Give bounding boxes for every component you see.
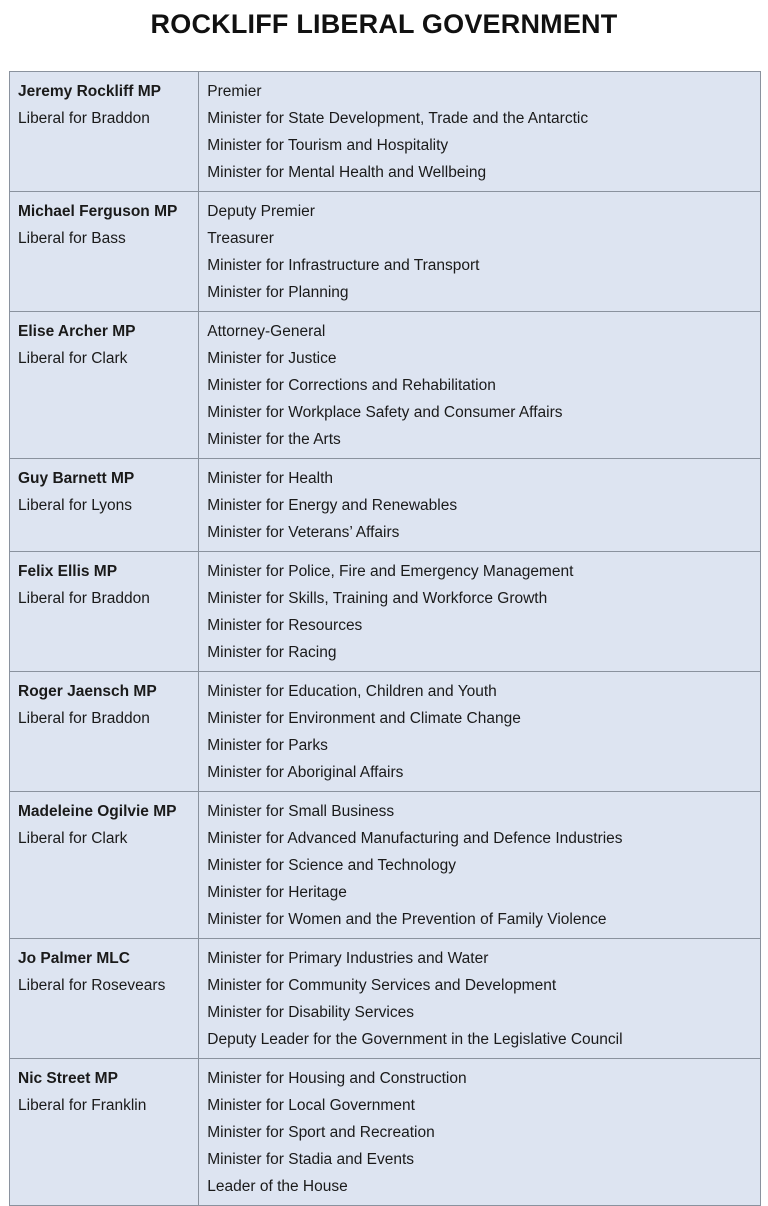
portfolio-item: Minister for Science and Technology xyxy=(207,857,456,874)
portfolio-item: Minister for Health xyxy=(207,470,334,487)
member-name: Michael Ferguson MP xyxy=(18,203,178,220)
member-cell xyxy=(10,672,199,792)
portfolio-item: Minister for Infrastructure and Transport xyxy=(207,257,480,274)
portfolio-item: Minister for Energy and Renewables xyxy=(207,497,458,514)
portfolios-cell xyxy=(199,459,761,552)
portfolio-item: Leader of the House xyxy=(207,1178,348,1195)
portfolio-item: Minister for State Development, Trade and the Antarctic xyxy=(207,110,589,127)
portfolios-cell xyxy=(199,1059,761,1206)
portfolio-item: Minister for Women and the Prevention of Family Violence xyxy=(207,911,607,928)
portfolio-item: Minister for Resources xyxy=(207,617,363,634)
member-cell xyxy=(10,552,199,672)
member-name: Elise Archer MP xyxy=(18,323,136,340)
page-title: ROCKLIFF LIBERAL GOVERNMENT xyxy=(150,9,618,39)
portfolio-item: Minister for Workplace Safety and Consumer Affairs xyxy=(207,404,563,421)
table-row xyxy=(10,72,761,192)
cabinet-table-body xyxy=(10,72,761,1206)
member-name: Felix Ellis MP xyxy=(18,563,118,580)
table-row xyxy=(10,672,761,792)
table-row xyxy=(10,312,761,459)
table-row xyxy=(10,792,761,939)
member-cell xyxy=(10,312,199,459)
member-cell xyxy=(10,792,199,939)
table-row xyxy=(10,552,761,672)
portfolio-item: Attorney-General xyxy=(207,323,326,340)
portfolio-item: Minister for Primary Industries and Water xyxy=(207,950,489,967)
table-row xyxy=(10,192,761,312)
member-cell xyxy=(10,72,199,192)
portfolio-item: Minister for Community Services and Development xyxy=(207,977,557,994)
portfolio-item: Minister for Skills, Training and Workforce Growth xyxy=(207,590,548,607)
portfolio-item: Minister for Environment and Climate Change xyxy=(207,710,521,727)
table-row xyxy=(10,1059,761,1206)
portfolios-cell xyxy=(199,192,761,312)
portfolio-item: Minister for Veterans’ Affairs xyxy=(207,524,400,541)
portfolios-cell xyxy=(199,792,761,939)
table-row xyxy=(10,459,761,552)
member-seat: Liberal for Braddon xyxy=(18,110,150,127)
portfolio-item: Minister for Police, Fire and Emergency Management xyxy=(207,563,574,580)
portfolio-item: Minister for Tourism and Hospitality xyxy=(207,137,449,154)
portfolio-item: Minister for Justice xyxy=(207,350,337,367)
member-seat: Liberal for Rosevears xyxy=(18,977,166,994)
portfolio-item: Minister for Corrections and Rehabilitation xyxy=(207,377,496,394)
member-name: Jo Palmer MLC xyxy=(18,950,130,967)
member-seat: Liberal for Clark xyxy=(18,830,128,847)
portfolios-cell xyxy=(199,72,761,192)
portfolio-item: Minister for Parks xyxy=(207,737,328,754)
portfolio-item: Treasurer xyxy=(207,230,274,247)
cabinet-table xyxy=(9,71,761,1206)
member-cell xyxy=(10,459,199,552)
portfolio-item: Minister for Education, Children and Youth xyxy=(207,683,497,700)
member-name: Nic Street MP xyxy=(18,1070,118,1087)
portfolio-item: Minister for the Arts xyxy=(207,431,341,448)
portfolio-item: Minister for Advanced Manufacturing and Defence Industries xyxy=(207,830,623,847)
member-cell xyxy=(10,192,199,312)
portfolios-cell xyxy=(199,672,761,792)
member-seat: Liberal for Braddon xyxy=(18,590,150,607)
portfolio-item: Minister for Housing and Construction xyxy=(207,1070,467,1087)
member-name: Guy Barnett MP xyxy=(18,470,135,487)
portfolios-cell xyxy=(199,939,761,1059)
member-name: Madeleine Ogilvie MP xyxy=(18,803,177,820)
portfolios-cell xyxy=(199,312,761,459)
member-name: Jeremy Rockliff MP xyxy=(18,83,161,100)
portfolio-item: Deputy Leader for the Government in the Legislative Council xyxy=(207,1031,623,1048)
member-cell xyxy=(10,1059,199,1206)
portfolio-item: Minister for Stadia and Events xyxy=(207,1151,415,1168)
portfolio-item: Minister for Heritage xyxy=(207,884,347,901)
portfolio-item: Deputy Premier xyxy=(207,203,315,220)
member-seat: Liberal for Braddon xyxy=(18,710,150,727)
portfolios-cell xyxy=(199,552,761,672)
table-row xyxy=(10,939,761,1059)
member-seat: Liberal for Franklin xyxy=(18,1097,147,1114)
portfolio-item: Minister for Aboriginal Affairs xyxy=(207,764,404,781)
portfolio-item: Minister for Local Government xyxy=(207,1097,415,1114)
portfolio-item: Minister for Planning xyxy=(207,284,349,301)
portfolio-item: Minister for Mental Health and Wellbeing xyxy=(207,164,487,181)
member-cell xyxy=(10,939,199,1059)
portfolio-item: Premier xyxy=(207,83,262,100)
portfolio-item: Minister for Racing xyxy=(207,644,337,661)
portfolio-item: Minister for Disability Services xyxy=(207,1004,414,1021)
portfolio-item: Minister for Sport and Recreation xyxy=(207,1124,435,1141)
portfolio-item: Minister for Small Business xyxy=(207,803,395,820)
member-seat: Liberal for Bass xyxy=(18,230,126,247)
member-name: Roger Jaensch MP xyxy=(18,683,157,700)
member-seat: Liberal for Clark xyxy=(18,350,128,367)
member-seat: Liberal for Lyons xyxy=(18,497,133,514)
